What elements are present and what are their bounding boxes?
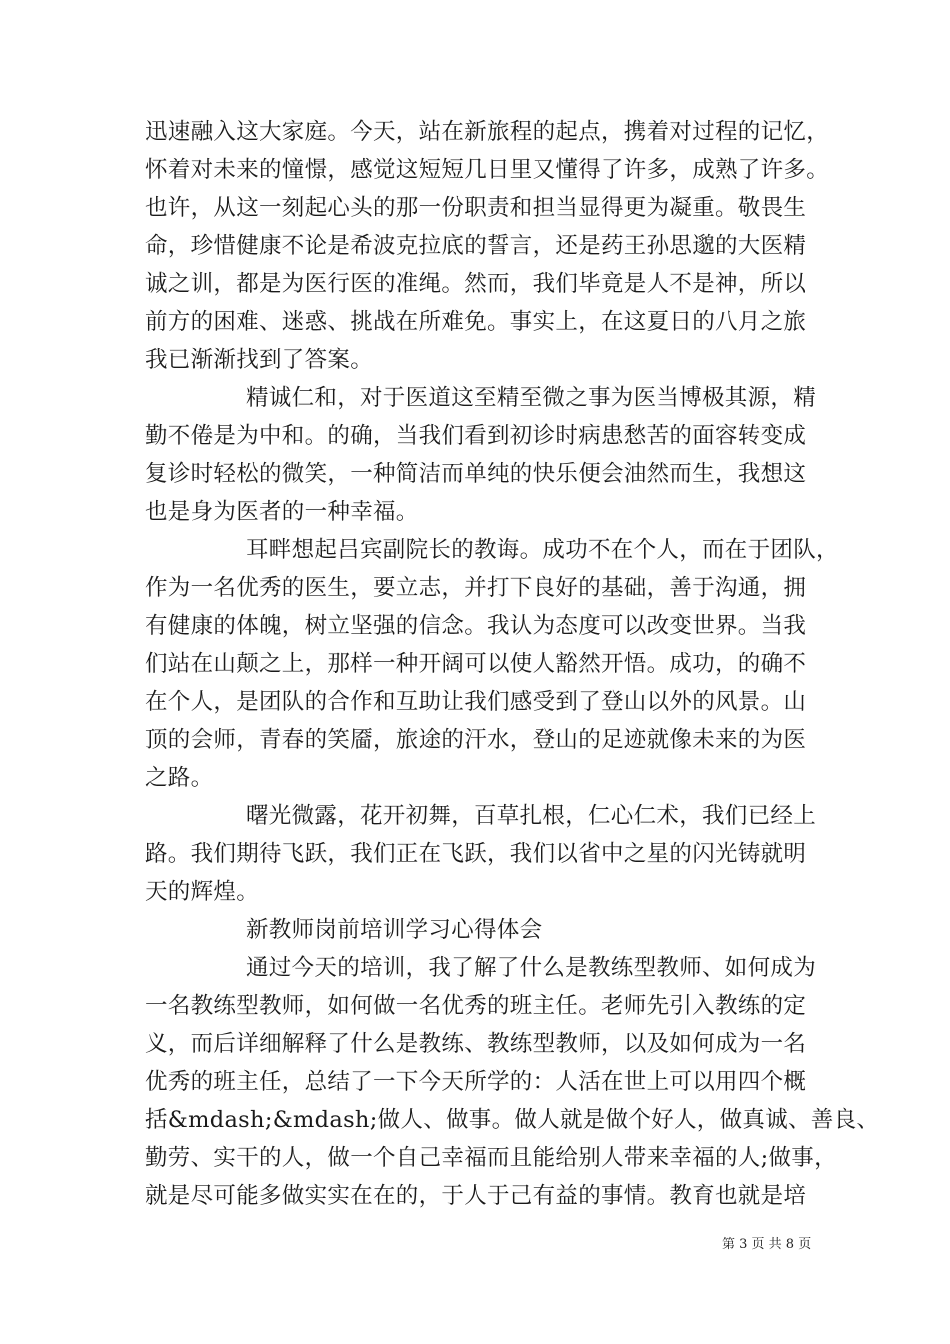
paragraph-start-line: 精诚仁和，对于医道这至精至微之事为医当博极其源，精 — [246, 385, 817, 411]
text-line: 也是身为医者的一种幸福。 — [145, 499, 419, 525]
text-line: 之路。 — [145, 765, 214, 791]
text-line: 就是尽可能多做实实在在的，于人于己有益的事情。教育也就是培 — [145, 1183, 807, 1209]
paragraph-start-line: 耳畔想起吕宾副院长的教诲。成功不在个人，而在于团队， — [246, 537, 839, 563]
text-line: 优秀的班主任，总结了一下今天所学的：人活在世上可以用四个概 — [145, 1069, 807, 1095]
text-line: 命，珍惜健康不论是希波克拉底的誓言，还是药王孙思邈的大医精 — [145, 233, 807, 259]
text-line: 勤劳、实干的人，做一个自己幸福而且能给别人带来幸福的人;做事， — [145, 1145, 837, 1171]
text-line: 路。我们期待飞跃，我们正在飞跃，我们以省中之星的闪光铸就明 — [145, 841, 807, 867]
page-number-footer: 第 3 页 共 8 页 — [722, 1237, 812, 1252]
paragraph-start-line: 曙光微露，花开初舞，百草扎根，仁心仁术，我们已经上 — [246, 803, 817, 829]
text-line: 作为一名优秀的医生，要立志，并打下良好的基础，善于沟通，拥 — [145, 575, 807, 601]
text-line: 勤不倦是为中和。的确，当我们看到初诊时病患愁苦的面容转变成 — [145, 423, 807, 449]
text-line: 也许，从这一刻起心头的那一份职责和担当显得更为凝重。敬畏生 — [145, 195, 807, 221]
text-line: 迅速融入这大家庭。今天，站在新旅程的起点，携着对过程的记忆， — [145, 119, 830, 145]
text-line: 顶的会师，青春的笑靥，旅途的汗水，登山的足迹就像未来的为医 — [145, 727, 807, 753]
section-heading: 新教师岗前培训学习心得体会 — [246, 917, 543, 943]
text-line: 一名教练型教师，如何做一名优秀的班主任。老师先引入教练的定 — [145, 993, 807, 1019]
text-line: 括&mdash;&mdash;做人、做事。做人就是做个好人，做真诚、善良、 — [145, 1107, 880, 1133]
text-line: 怀着对未来的憧憬，感觉这短短几日里又懂得了许多，成熟了许多。 — [145, 157, 830, 183]
text-line: 有健康的体魄，树立坚强的信念。我认为态度可以改变世界。当我 — [145, 613, 807, 639]
text-line: 诚之训，都是为医行医的准绳。然而，我们毕竟是人不是神，所以 — [145, 271, 807, 297]
text-line: 天的辉煌。 — [145, 879, 260, 905]
text-line: 们站在山颠之上，那样一种开阔可以使人豁然开悟。成功，的确不 — [145, 651, 807, 677]
text-line: 在个人，是团队的合作和互助让我们感受到了登山以外的风景。山 — [145, 689, 807, 715]
text-line: 义，而后详细解释了什么是教练、教练型教师，以及如何成为一名 — [145, 1031, 807, 1057]
text-line: 我已渐渐找到了答案。 — [145, 347, 374, 373]
text-line: 复诊时轻松的微笑，一种简洁而单纯的快乐便会油然而生，我想这 — [145, 461, 807, 487]
text-line: 前方的困难、迷惑、挑战在所难免。事实上，在这夏日的八月之旅 — [145, 309, 807, 335]
paragraph-start-line: 通过今天的培训，我了解了什么是教练型教师、如何成为 — [246, 955, 817, 981]
